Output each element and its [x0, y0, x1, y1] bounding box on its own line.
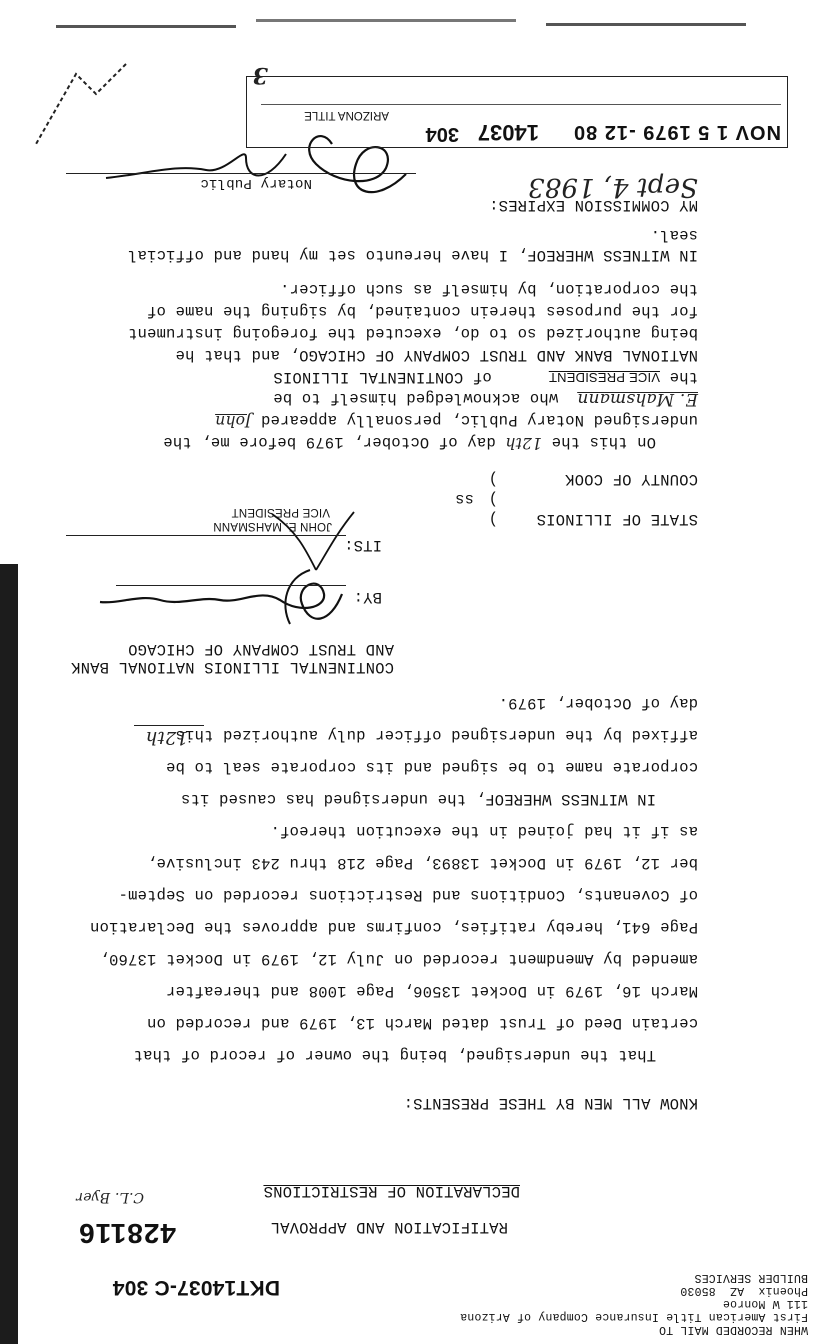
venue-state: STATE OF ILLINOIS	[536, 510, 698, 528]
ack-witness-line: IN WITNESS WHEREOF, I have hereunto set my hand and official	[127, 246, 698, 264]
body-opening: KNOW ALL MEN BY THESE PRESENTS:	[403, 1094, 698, 1112]
handwritten-day: 12th	[145, 727, 188, 748]
return-line-3: 111 W Monroe	[722, 1297, 808, 1310]
its-label: ITS:	[343, 536, 382, 554]
body-line: as if it had joined in the execution thereof.	[270, 822, 698, 840]
body-line: amended by Amendment recorded on July 12, 1979 in Docket 13760,	[99, 950, 698, 968]
venue-ss: ss	[454, 490, 474, 508]
stamp-divider	[261, 104, 781, 105]
venue-brace: )	[488, 490, 498, 508]
body-line: March 16, 1979 in Docket 13506, Page 1008 and thereafter	[165, 982, 698, 1000]
stamp-number-mark: 3	[252, 62, 268, 88]
body-line: IN WITNESS WHEREOF, the undersigned has caused its	[180, 790, 656, 808]
recording-reference: DKT14037-C 304	[112, 1276, 280, 1299]
ack-line: being authorized so to do, executed the foregoing instrument	[127, 324, 698, 342]
return-line-2: First American Title Insurance Company of Arizona	[460, 1310, 808, 1323]
scan-noise	[546, 23, 746, 26]
bank-name-line-1: CONTINENTAL ILLINOIS NATIONAL BANK	[70, 658, 394, 676]
ack-handwritten-surname: E. Mahsmann	[577, 389, 698, 409]
stamp-check-mark	[26, 54, 136, 164]
ack-line: E. Mahsmann who acknowledged himself to be	[273, 389, 698, 409]
body-line: Page 641, hereby ratifies, confirms and approves the Declaration	[89, 918, 698, 936]
ack-line: On this the 12th day of October, 1979 before me, the	[163, 433, 656, 452]
body-line: certain Deed of Trust dated March 13, 1979 and recorded on	[146, 1014, 698, 1032]
ack-line: undersigned Notary Public, personally appeared John	[215, 411, 698, 430]
scan-edge-shadow	[0, 564, 18, 1344]
venue-brace: )	[488, 510, 498, 528]
ack-officer-title: VICE PRESIDENT	[548, 370, 660, 385]
stamp-county: ARIZONA TITLE	[304, 109, 389, 121]
day-blank-line	[134, 725, 204, 726]
return-line-5: BUILDER SERVICES	[694, 1271, 808, 1284]
bank-officer-signature	[90, 564, 350, 644]
handwritten-initials: C.L. Byer	[76, 1189, 144, 1205]
ack-handwritten-first-name: John	[215, 412, 252, 430]
title-line-2: DECLARATION OF RESTRICTIONS	[263, 1182, 520, 1200]
return-line-4: Phoenix AZ 85030	[680, 1284, 808, 1297]
venue-county: COUNTY OF COOK	[564, 470, 698, 488]
by-label: BY:	[353, 588, 382, 606]
notary-label: Notary Public	[200, 175, 312, 191]
signer-title: VICE PRESIDENT	[231, 506, 330, 518]
stamp-docket: 14037	[477, 120, 539, 145]
body-line: day of October, 1979.	[498, 694, 698, 712]
ack-line: the corporation, by himself as such officer.	[279, 280, 698, 298]
body-line: affixed by the undersigned officer duly authorized this	[175, 726, 698, 744]
ack-line: for the purposes therein contained, by signing the name of	[146, 302, 698, 320]
recording-stamp	[246, 76, 788, 148]
body-line: of Covenants, Conditions and Restrictions recorded on Septem-	[118, 886, 698, 904]
venue-brace: )	[488, 470, 498, 488]
stamp-date: NOV 1 5 1979 -12 80	[572, 121, 781, 143]
signer-name: JOHN E. MAHSMANN	[213, 520, 332, 532]
scan-noise	[256, 19, 516, 22]
commission-label: MY COMMISSION EXPIRES:	[488, 196, 698, 214]
body-line: That the undersigned, being the owner of record of that	[133, 1046, 656, 1064]
ack-line: the VICE PRESIDENT of CONTINENTAL ILLINOIS	[273, 368, 698, 386]
ack-line: NATIONAL BANK AND TRUST COMPANY OF CHICAGO, and that he	[175, 346, 698, 364]
commission-date: Sept 4, 1983	[527, 172, 698, 202]
by-signature-line	[116, 585, 346, 586]
scan-noise	[56, 25, 236, 28]
ack-witness-line: seal.	[650, 226, 698, 244]
title-line-1: RATIFICATION AND APPROVAL	[270, 1218, 508, 1236]
stamp-page: 304	[425, 123, 459, 145]
body-line: corporate name to be signed and its corporate seal to be	[165, 758, 698, 776]
document-number: 428116	[78, 1218, 176, 1249]
bank-name-line-2: AND TRUST COMPANY OF CHICAGO	[127, 640, 394, 658]
its-signature-line	[66, 535, 346, 536]
ack-handwritten-day: 12th	[505, 434, 542, 452]
body-line: ber 12, 1979 in Docket 13893, Page 218 thru 243 inclusive,	[146, 854, 698, 872]
return-line-1: WHEN RECORDED MAIL TO	[658, 1323, 808, 1336]
